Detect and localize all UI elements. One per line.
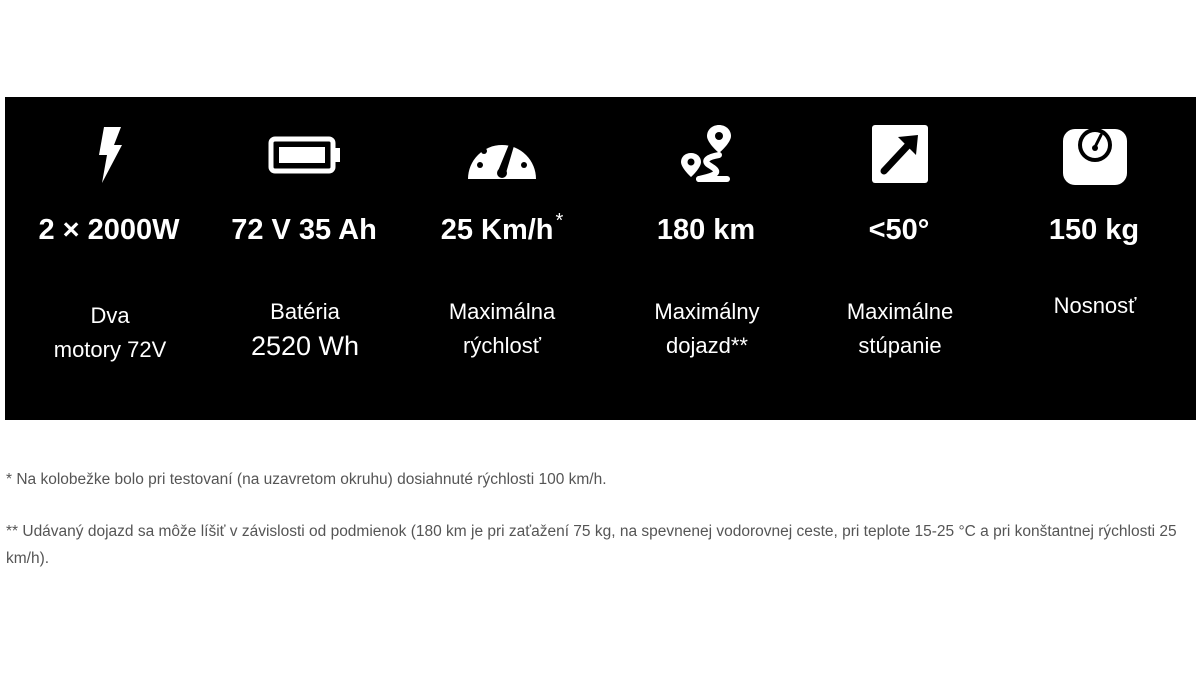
spec-value: <50° (868, 214, 930, 246)
spec-value: 72 V 35 Ah (231, 214, 377, 246)
battery-icon (267, 123, 343, 187)
spec-label-line: rýchlosť (463, 333, 541, 358)
spec-label-line: 2520 Wh (250, 331, 360, 361)
speedometer-icon (464, 123, 540, 187)
spec-value: 2 × 2000W (38, 214, 180, 246)
spec-value: 180 km (656, 214, 756, 246)
spec-range (607, 97, 807, 420)
spec-label (402, 295, 602, 363)
incline-arrow-icon (862, 123, 938, 187)
spec-label-line: Batéria (270, 299, 340, 324)
spec-label-line: Nosnosť (1053, 293, 1137, 318)
spec-label (205, 295, 405, 363)
footnotes (6, 466, 1192, 597)
footnote-speed: * Na kolobežke bolo pri testovaní (na uzavretom okruhu) dosiahnuté rýchlosti 100 km/h. (6, 471, 607, 488)
spec-panel (5, 97, 1196, 420)
lightning-icon (72, 123, 148, 187)
footnote-range: ** Udávaný dojazd sa môže líšiť v závislosti od podmienok (180 km je pri zaťažení 75 kg, na spevnenej vodorovnej ceste, pri teplote 15-25 °C a pri konštantnej rýchlosti 25 km/h). (6, 523, 1177, 567)
scale-icon (1057, 123, 1133, 187)
spec-speed (402, 97, 602, 420)
spec-label-line: Dva (90, 303, 130, 328)
spec-label (800, 295, 1000, 363)
spec-label-line: Maximálny (654, 299, 760, 324)
spec-label-line: motory 72V (53, 337, 167, 362)
spec-value: 150 kg (1048, 214, 1140, 246)
spec-label-line: Maximálne (846, 299, 954, 324)
spec-label (995, 295, 1195, 323)
spec-label-line: dojazd** (666, 333, 748, 358)
spec-incline (800, 97, 1000, 420)
spec-load (995, 97, 1195, 420)
spec-battery (205, 97, 405, 420)
spec-motor (10, 97, 210, 420)
route-icon (669, 123, 745, 187)
spec-label-line: Maximálna (448, 299, 556, 324)
spec-value: 25 Km/h * (440, 210, 564, 246)
spec-label (10, 295, 210, 367)
spec-label-line: stúpanie (858, 333, 942, 358)
spec-label (607, 295, 807, 363)
